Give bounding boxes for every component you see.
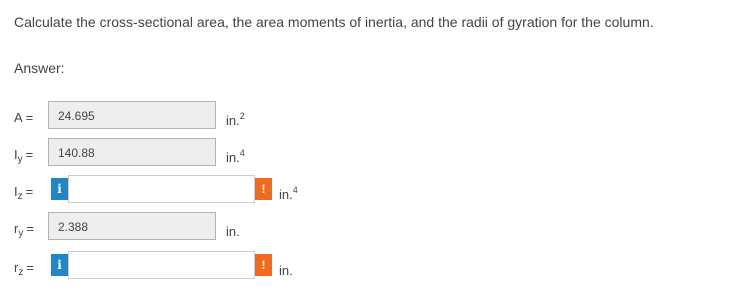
gyration-y-input[interactable]: 2.388 [48,212,216,240]
inertia-y-input[interactable]: 140.88 [48,138,216,166]
variable-label-gyration-z: $r_z$ = [14,260,34,278]
unit-label-inertia-z: in.$^4$ [279,185,298,202]
variable-label-inertia-z: $I_z$ = [14,184,34,202]
answer-row-gyration-z [0,251,735,285]
unit-label-area: in.$^2$ [226,111,245,128]
unit-label-inertia-y: in.$^4$ [226,148,245,165]
answer-row-inertia-y [0,138,735,172]
answer-row-area [0,101,735,135]
variable-label-inertia-y: $I_y$ = [14,147,34,165]
warning-icon[interactable]: ! [255,254,272,276]
info-icon[interactable]: i [51,254,68,276]
question-text: Calculate the cross-sectional area, the area moments of inertia, and the radii of gyration for the column. [14,14,654,30]
answer-row-gyration-y [0,212,735,246]
answer-row-inertia-z [0,175,735,209]
inertia-z-input[interactable] [68,175,255,203]
info-icon[interactable]: i [51,178,68,200]
answer-label: Answer: [14,60,65,76]
variable-label-area: A = [14,110,34,125]
variable-label-gyration-y: $r_y$ = [14,221,34,239]
gyration-z-input[interactable] [68,251,255,279]
unit-label-gyration-y: in. [226,224,240,239]
unit-label-gyration-z: in. [279,263,293,278]
warning-icon[interactable]: ! [255,178,272,200]
area-input[interactable]: 24.695 [48,101,216,129]
